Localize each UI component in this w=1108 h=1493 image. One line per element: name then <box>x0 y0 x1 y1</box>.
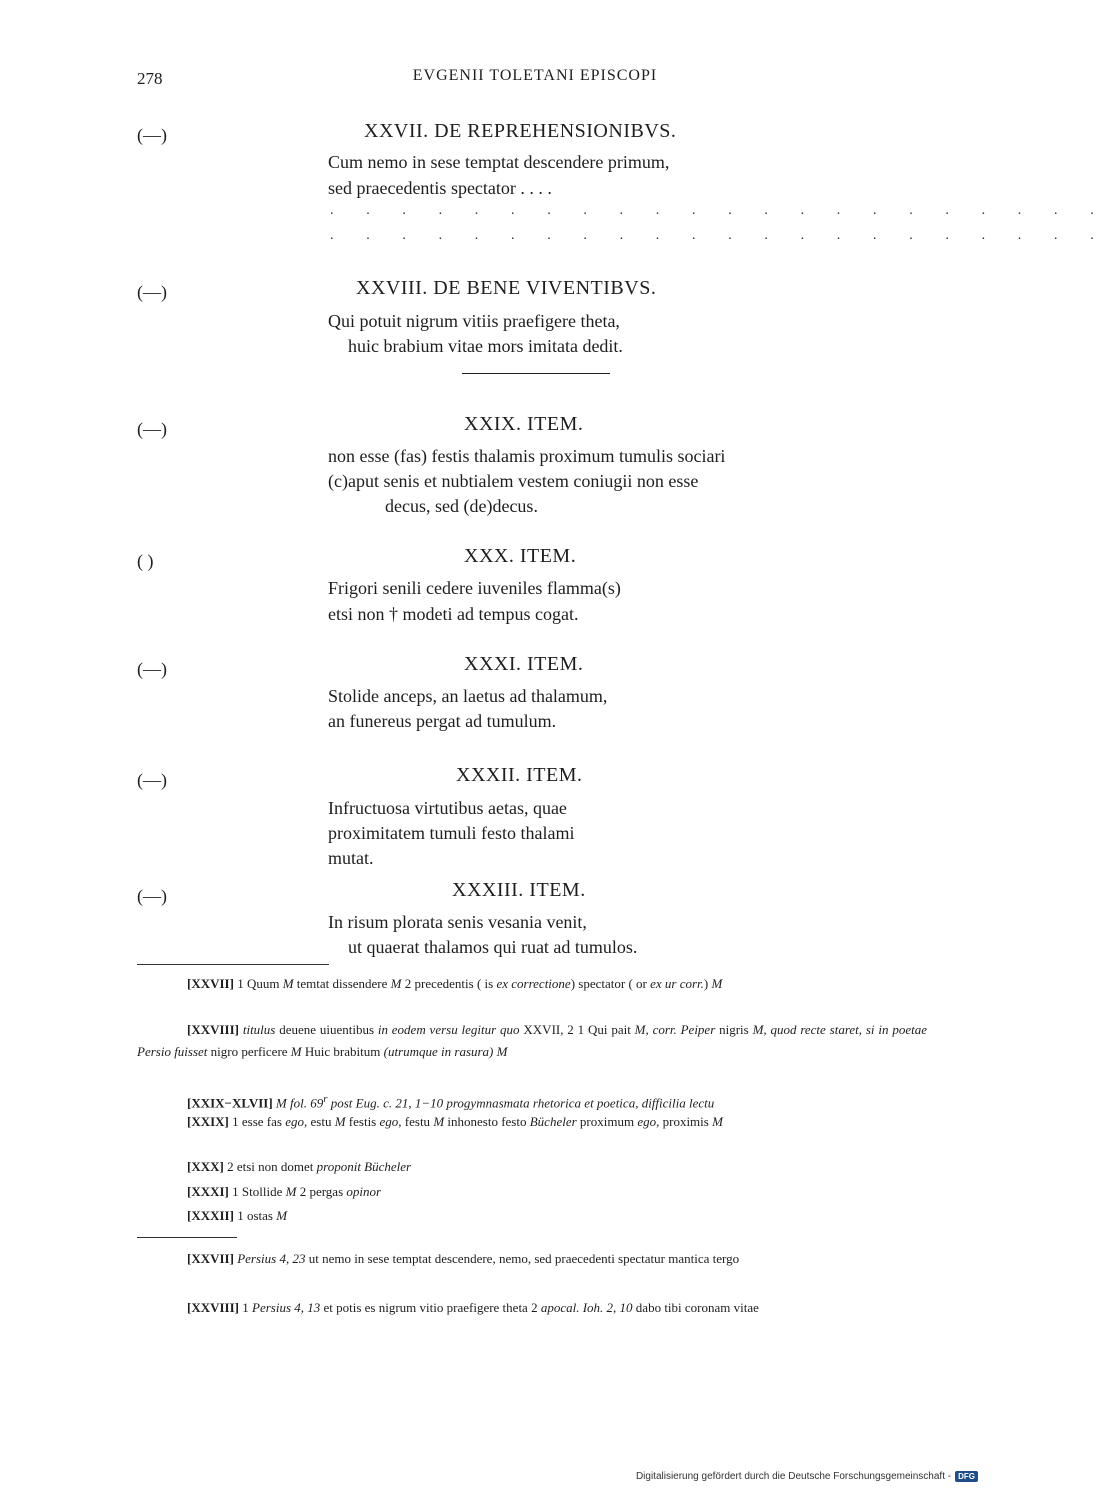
source-ref: [XXVII] <box>187 1251 234 1266</box>
apparatus-ref: [XXXII] <box>187 1208 234 1223</box>
verse-line: Infructuosa virtutibus aetas, quae <box>328 798 567 818</box>
poem-marker: (—) <box>137 886 167 906</box>
verse-line: non esse (fas) festis thalamis proximum tumulis sociari <box>328 446 726 466</box>
verse-line: Cum nemo in sese temptat descendere primum, <box>328 152 670 172</box>
verse-line: decus, sed (de)decus. <box>385 496 538 516</box>
poem-marker: ( ) <box>137 551 154 571</box>
apparatus-entry: [XXIX] 1 esse fas ego, estu M festis ego, festu M inhonesto festo Bücheler proximum ego, proximis M <box>187 1114 723 1129</box>
poem-title: XXVIII. DE BENE VIVENTIBVS. <box>356 277 657 299</box>
apparatus-ref: [XXVIII] <box>187 1022 239 1037</box>
apparatus-entry: [XXVII] 1 Quum M temtat dissendere M 2 precedentis ( is ex correctione) spectator ( or ex ur corr.) M <box>187 976 723 991</box>
apparatus-entry: [XXVIII] titulus deuene uiuentibus in eodem versu legitur quo XXVII, 2 1 Qui pait M, corr. Peiper nigris M, quod recte staret, si in poetae Persio fuisset nigro perficere M Huic brabitum (utrumque in rasura) M <box>137 1022 927 1059</box>
verse-line: an funereus pergat ad tumulum. <box>328 711 557 731</box>
verse-line: huic brabium vitae mors imitata dedit. <box>348 336 623 356</box>
apparatus-entry: [XXXI] 1 Stollide M 2 pergas opinor <box>187 1184 382 1199</box>
poem-marker: (—) <box>137 659 167 679</box>
digitization-credit <box>636 1471 978 1482</box>
lacuna-dots: . . . . . . . . . . . . . . . . . . . . . . <box>330 228 1108 243</box>
verse-line: proximitatem tumuli festo thalami <box>328 823 575 843</box>
poem-title: XXIX. ITEM. <box>464 413 584 435</box>
poem-title: XXX. ITEM. <box>464 545 577 567</box>
apparatus-ref: [XXIX−XLVII] <box>187 1095 273 1111</box>
poem-marker: (—) <box>137 419 167 439</box>
poem-title: XXXII. ITEM. <box>456 764 583 786</box>
source-entry: [XXVIII] 1 Persius 4, 13 et potis es nigrum vitio praefigere theta 2 apocal. Ioh. 2, 10 dabo tibi coronam vitae <box>187 1300 759 1315</box>
apparatus-entry: [XXIX−XLVII] M fol. 69$^r$ post Eug. c. 21, 1−10 progymnasmata rhetorica et poetica, difficilia lectu <box>187 1093 715 1111</box>
verse-line: ut quaerat thalamos qui ruat ad tumulos. <box>348 937 638 957</box>
apparatus-entry: [XXX] 2 etsi non domet proponit Bücheler <box>187 1159 412 1174</box>
verse-line: Qui potuit nigrum vitiis praefigere theta, <box>328 311 620 331</box>
apparatus-ref: [XXX] <box>187 1159 224 1174</box>
lacuna-dots: . . . . . . . . . . . . . . . . . . . . . . <box>330 203 1108 218</box>
section-rule <box>462 373 610 374</box>
poem-title: XXVII. DE REPREHENSIONIBVS. <box>364 120 677 142</box>
page-number: 278 <box>137 69 163 88</box>
dfg-logo-icon: DFG <box>955 1471 978 1482</box>
verse-line: sed praecedentis spectator . . . . <box>328 178 552 198</box>
apparatus-ref: [XXIX] <box>187 1114 229 1129</box>
footnote-rule <box>137 964 329 965</box>
poem-marker: (—) <box>137 770 167 790</box>
source-ref: [XXVIII] <box>187 1300 239 1315</box>
apparatus-ref: [XXXI] <box>187 1184 229 1199</box>
credit-text: Digitalisierung gefördert durch die Deutsche Forschungsgemeinschaft - <box>635 1471 952 1482</box>
verse-line: Stolide anceps, an laetus ad thalamum, <box>328 686 608 706</box>
poem-marker: (—) <box>137 125 167 145</box>
sources-rule <box>137 1237 237 1238</box>
verse-line: (c)aput senis et nubtialem vestem coniugii non esse <box>328 471 699 491</box>
running-title: EVGENII TOLETANI EPISCOPI <box>412 67 658 84</box>
apparatus-ref: [XXVII] <box>187 976 234 991</box>
verse-line: In risum plorata senis vesania venit, <box>328 912 587 932</box>
poem-title: XXXIII. ITEM. <box>452 879 586 901</box>
verse-line: mutat. <box>328 848 374 868</box>
apparatus-entry: [XXXII] 1 ostas M <box>187 1208 288 1223</box>
verse-line: etsi non † modeti ad tempus cogat. <box>328 604 579 624</box>
source-entry: [XXVII] Persius 4, 23 ut nemo in sese temptat descendere, nemo, sed praecedenti spectatur mantica tergo <box>187 1251 740 1266</box>
poem-marker: (—) <box>137 282 167 302</box>
poem-title: XXXI. ITEM. <box>464 653 584 675</box>
verse-line: Frigori senili cedere iuveniles flamma(s) <box>328 578 621 598</box>
